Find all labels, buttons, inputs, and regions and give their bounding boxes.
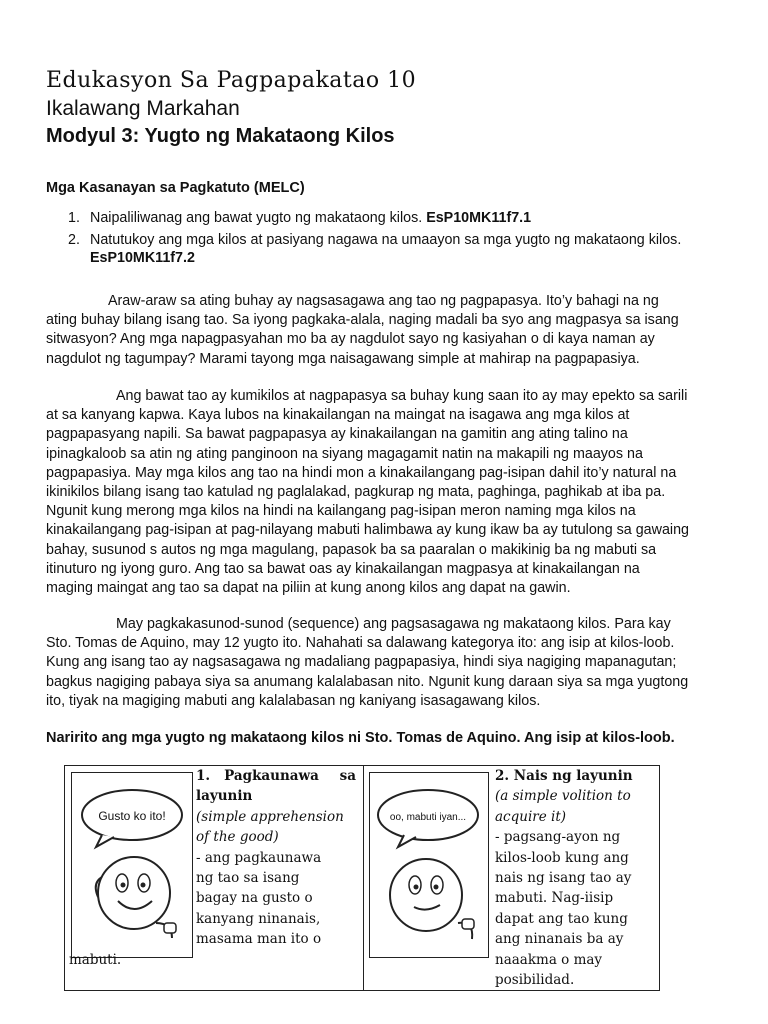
stage-2-illustration xyxy=(369,772,489,958)
table-divider xyxy=(363,766,364,990)
melc-item xyxy=(68,232,748,268)
stage-1-title: Pagkaunawa xyxy=(224,768,319,784)
stage-1-latin: of the good) xyxy=(196,829,279,846)
paragraph-line: pagpapasyang napili. Sa bawat pagpapasya ay kinakailangan na gamitin ang ating talino na xyxy=(46,426,628,443)
melc-item-code: EsP10MK11f7.1 xyxy=(426,210,532,226)
stage-1-title-cont: layunin xyxy=(196,788,253,805)
stage-1-number: 1. xyxy=(196,768,211,784)
paragraph-line: kinakailangang pag-isipan at pag-nilayang mabuti halimbawa ay kung ikaw ba ay tutulong sa gawaing xyxy=(46,522,689,539)
stage-2-desc-line: ang ninanais ba ay xyxy=(495,931,624,948)
paragraph-line: Kung ang isang tao ay nagsasagawa ng madaliang pagpapasiya, hindi siya nagiging mapanagutan; xyxy=(46,654,677,671)
stage-1-title-row xyxy=(196,766,356,786)
stage-2-desc-line: nais ng isang tao ay xyxy=(495,870,632,887)
cartoon-face-icon xyxy=(72,773,192,957)
paragraph-line: Ngunit kung merong mga kilos na hindi na kailangang pag-isipan meron naming mga kilos na xyxy=(46,503,636,520)
module-title: Modyul 3: Yugto ng Makataong Kilos xyxy=(46,125,395,147)
paragraph-line: nagdulot ng tagumpay? Marami tayong mga naisagawang simple at mahirap na pagpapasiya. xyxy=(46,350,640,367)
paragraph-line: at sa kanyang kapwa. Kaya lubos na kinakailangan na maingat na isagawa ang mga kilos at xyxy=(46,407,630,424)
paragraph-line: Sto. Tomas de Aquino, may 12 yugto ito. Nahahati sa dalawang kategorya ito: ang isip at kilos-loob. xyxy=(46,635,675,652)
paragraph-line: itinuturo ng iyong guro. Ang tao sa bawat oas ay kinakailangan magpasya at kinakailangan na xyxy=(46,560,640,577)
stage-1-desc-last: mabuti. xyxy=(69,952,122,968)
melc-title: Mga Kasanayan sa Pagkatuto (MELC) xyxy=(46,180,305,196)
cartoon-face-icon xyxy=(370,773,488,957)
melc-item-number: 1. xyxy=(68,210,80,226)
melc-item-desc: Natutukoy ang mga kilos at pasiyang nagawa na umaayon sa mga yugto ng makataong kilos. xyxy=(90,232,682,248)
melc-item-code: EsP10MK11f7.2 xyxy=(90,250,195,266)
paragraph-line: ating buhay bilang isang tao. Sa iyong pagkaka-alala, naging madali ba syo ang magpasya sa isang xyxy=(46,312,679,329)
stage-2-desc-line: posibilidad. xyxy=(495,972,575,989)
paragraph-line: ikinikilos bilang isang tao katulad ng paglalakad, pagkurap ng mata, paghinga, paghikab at iba pa. xyxy=(46,484,666,501)
stage-2-desc-line: dapat ang tao kung xyxy=(495,910,628,927)
speech-bubble-text: Gusto ko ito! xyxy=(98,809,166,823)
stage-2-desc-line: mabuti. Nag-iisip xyxy=(495,890,614,907)
stage-2-desc-line: - pagsang-ayon ng xyxy=(495,829,621,846)
paragraph-2 xyxy=(46,387,726,598)
stage-1-desc-line: kanyang ninanais, xyxy=(196,910,321,927)
stage-2-title: 2. Nais ng layunin xyxy=(495,768,633,784)
paragraph-line: pagpapasiya. May mga kilos ang tao na hindi mon a kinakailangang pag-isipan dahil ito’y natural na xyxy=(46,464,677,481)
paragraph-3 xyxy=(46,615,726,711)
paragraph-line: sitwasyon? Ang mga napagpasyahan mo ba ay nagdulot sayo ng kasiyahan o di kaya naman ay xyxy=(46,331,655,348)
stage-2-text xyxy=(495,766,657,990)
stage-1-illustration xyxy=(71,772,193,958)
stage-1-desc-line: bagay na gusto o xyxy=(196,890,313,907)
stages-intro: Naririto ang mga yugto ng makataong kilos ni Sto. Tomas de Aquino. Ang isip at kilos-loob. xyxy=(46,730,675,746)
stage-1-desc-line: masama man ito o xyxy=(196,931,322,948)
stage-2-latin: acquire it) xyxy=(495,808,567,825)
stage-1-desc-line: - ang pagkaunawa xyxy=(196,849,322,866)
paragraph-line: maging maingat ang tao sa dapat na piliin at kung anong kilos ang dapat na gawin. xyxy=(46,580,571,597)
paragraph-line: Ang bawat tao ay kumikilos at nagpapasya sa buhay kung saan ito ay may epekto sa sarili xyxy=(116,388,688,404)
stage-1-desc-line: ng tao sa isang xyxy=(196,870,300,887)
stage-1-latin: (simple apprehension xyxy=(196,808,344,825)
stages-table xyxy=(64,765,660,991)
quarter-title: Ikalawang Markahan xyxy=(46,97,240,120)
paragraph-line: May pagkakasunod-sunod (sequence) ang pagsasagawa ng makataong kilos. Para kay xyxy=(116,616,671,632)
subject-title: Edukasyon Sa Pagpapakatao 10 xyxy=(46,68,417,93)
melc-item-number: 2. xyxy=(68,232,80,248)
melc-item xyxy=(68,210,748,228)
melc-item-text xyxy=(90,210,531,226)
stage-1-text xyxy=(196,766,356,950)
paragraph-line: ito, tiyak na magiging mabuti ang kalalabasan ng kaniyang isasagawang kilos. xyxy=(46,692,541,709)
melc-item-desc: Naipaliliwanag ang bawat yugto ng makataong kilos. xyxy=(90,210,427,226)
stage-2-desc-line: kilos-loob kung ang xyxy=(495,849,629,866)
stage-2-latin: (a simple volition to xyxy=(495,788,631,805)
paragraph-line: bagkus nagiging pabaya siya sa anumang kalalabasan nito. Ngunit kung daraan siya sa mga yugtong xyxy=(46,673,689,690)
stage-1-title-sa: sa xyxy=(339,768,356,784)
paragraph-line: ipinagkaloob sa atin ng ating panginoon na siyang magagamit natin na makapili ng maayos na xyxy=(46,445,643,462)
paragraph-line: Araw-araw sa ating buhay ay nagsasagawa ang tao ng pagpapasya. Ito’y bahagi na ng xyxy=(108,293,659,309)
speech-bubble-text: oo, mabuti iyan... xyxy=(389,812,467,823)
paragraph-1 xyxy=(46,292,726,369)
stage-2-desc-line: naaakma o may xyxy=(495,951,603,968)
paragraph-line: bahay, susunod s autos ng mga magulang, papasok ba sa paaralan o makikinig ba ng mabuti sa xyxy=(46,541,657,558)
